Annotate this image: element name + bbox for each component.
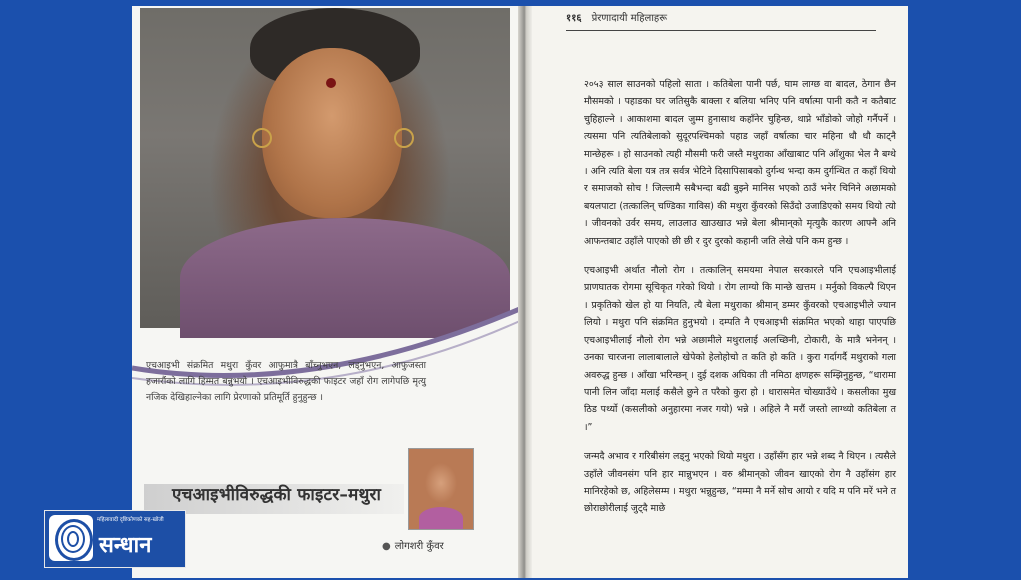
article-title: एचआइभीविरुद्धकी फाइटर–मथुरा	[172, 485, 382, 505]
running-header	[566, 10, 886, 24]
author-byline	[382, 538, 444, 552]
right-page	[532, 6, 908, 578]
author-photo	[408, 448, 474, 530]
logo-tagline: महिलावादी दृष्टिकोणको सह-खोजी	[97, 517, 164, 523]
paragraph: जन्मदै अभाव र गरिबीसंग लड्नु भएको थियो मथुरा । उहाँसँग हार भन्ने शब्द नै थिएन । त्यसैले उहाँले जीवनसंग पनि हार मान्नुभएन । वरु श्रीमान्‌को जीवन खाएको रोग नै उहाँसंग हार मानिरहेको छ, अहिलेसम्म । मथुरा भन्नुहुन्छ, “मम्मा नै मर्ने सोच आयो र यदि म पनि मरें भने त छोराछोरीलाई जुट्दै माछे	[584, 451, 896, 515]
book-gutter	[518, 6, 532, 578]
left-page	[132, 6, 522, 578]
earring-left-icon	[252, 128, 272, 148]
portrait-face	[262, 48, 402, 218]
bullet-icon: ●	[382, 541, 391, 552]
article-body	[584, 76, 896, 530]
portrait-photo	[140, 8, 510, 328]
fingerprint-icon	[49, 515, 93, 561]
earring-right-icon	[394, 128, 414, 148]
logo-brand: सन्धान	[99, 533, 152, 558]
portrait-bindi	[326, 78, 336, 88]
paragraph: एचआइभी अर्थात नौलो रोग । तत्कालिन् समयमा नेपाल सरकारले पनि एचआइभीलाई प्राणघातक रोगमा सूचिकृत गरेको थियो । रोग लाग्यो कि मान्छे खत्तम । मर्नुको विकल्पै थिएन । प्रकृतिको खेल हो या नियति, त्यै बेला मथुराका श्रीमान् डम्मर कुँवरको एचआइभीले ज्यान लियो । मथुरा पनि संक्रमित हुनुभयो । दम्पति नै एचआइभी संक्रमित भएको थाहा पाएपछि एचआइभीलाई नौलो रोग भन्ने अछामीले मथुरालाई अलच्छिनी, टोकारी, के मात्रै भनेनन् । उनका चारजना लालाबालाले खेपेको हेलोहोचो त कति हो कति । कुरा गर्दागर्दै मथुराको गला अवरुद्ध हुन्छ । आँखा भरिन्छन् । दुई दशक अघिका ती नमिठा क्षणहरू सम्झिनुहुन्छ, “धारामा पानी लिन जाँदा मलाई कसैले छुने त परैको कुरा हो । धारासमेत चोख्याउँथे । कसलीका मुख ठिड पर्थ्यो (कसलीको अनुहारमा नजर गयो) भन्ने । अहिले नै मरौं जस्तो लाग्थ्यो कतिबेला त ।”	[584, 265, 896, 433]
book-spread	[132, 6, 908, 578]
author-shirt	[419, 507, 463, 529]
sandhan-logo[interactable]	[44, 510, 186, 568]
paragraph: २०५३ साल साउनको पहिलो साता । कतिबेला पानी पर्छ, घाम लाग्छ वा बादल, ठेगान छैन मौसमको । पहाडका घर जतिसुकै बाक्ला र बलिया भनिए पनि वर्षात्मा पानी कतै न कतैबाट चुहिहाल्ने । आकाशमा बादल जुम्म हुनासाथ कहाँनेर चुहिन्छ, थाप्ने भाँडोको जोहो गर्नैपर्ने । त्यसमा पनि त्यतिबेलाको सुदूरपश्चिमको पहाड जहाँ वर्षात्का चार महिना धौ धौ काट्नै मान्छेहरू । हो साउनको त्यही मौसमी फरी जस्तै मथुराका आँखाबाट पनि आँशुका भेल नै बग्थे । अनि त्यति बेला यत्र तत्र सर्वत्र भेटिने दिसापिसाबको दुर्गन्ध भन्दा कम दुर्गन्धित त कहाँ थियो र समाजको सोच ! जिल्लामै सबैभन्दा बढी बुझ्ने मानिस भएको ठाउँ भनेर चिनिने अछामको बयलपाटा (तत्कालिन् चण्डिका गाविस) की मथुरा कुँवरको सिउँदो उजाडिएको समय थियो त्यो । जीवनको उर्वर समय, लाउलाउ खाउखाउ भन्ने बेला श्रीमान्‌को मृत्युकै कारण आफ्नै अनि आफन्तबाट उहाँले पाएको छी छी र दुर दुरको कहानी जति लेखे पनि कम हुन्छ ।	[584, 79, 896, 247]
photo-caption: एचआइभी संक्रमित मथुरा कुँवर आफुमात्रै बाँच्नुभएन, लड्नुभएन, आफुजस्ता हजारौंको लागि हिम्मत बन्नुभयो । एचआइभीविरुद्धकी फाइटर जहाँ रोग लागेपछि मृत्यु नजिक देखिहाल्नेका लागि प्रेरणाको प्रतिमूर्ति हुनुहुन्छ ।	[146, 360, 426, 403]
running-header-title: प्रेरणादायी महिलाहरू	[591, 13, 668, 24]
header-rule	[566, 30, 876, 31]
page-number: ११६	[566, 13, 582, 24]
author-name: लोगशरी कुँवर	[394, 541, 444, 552]
